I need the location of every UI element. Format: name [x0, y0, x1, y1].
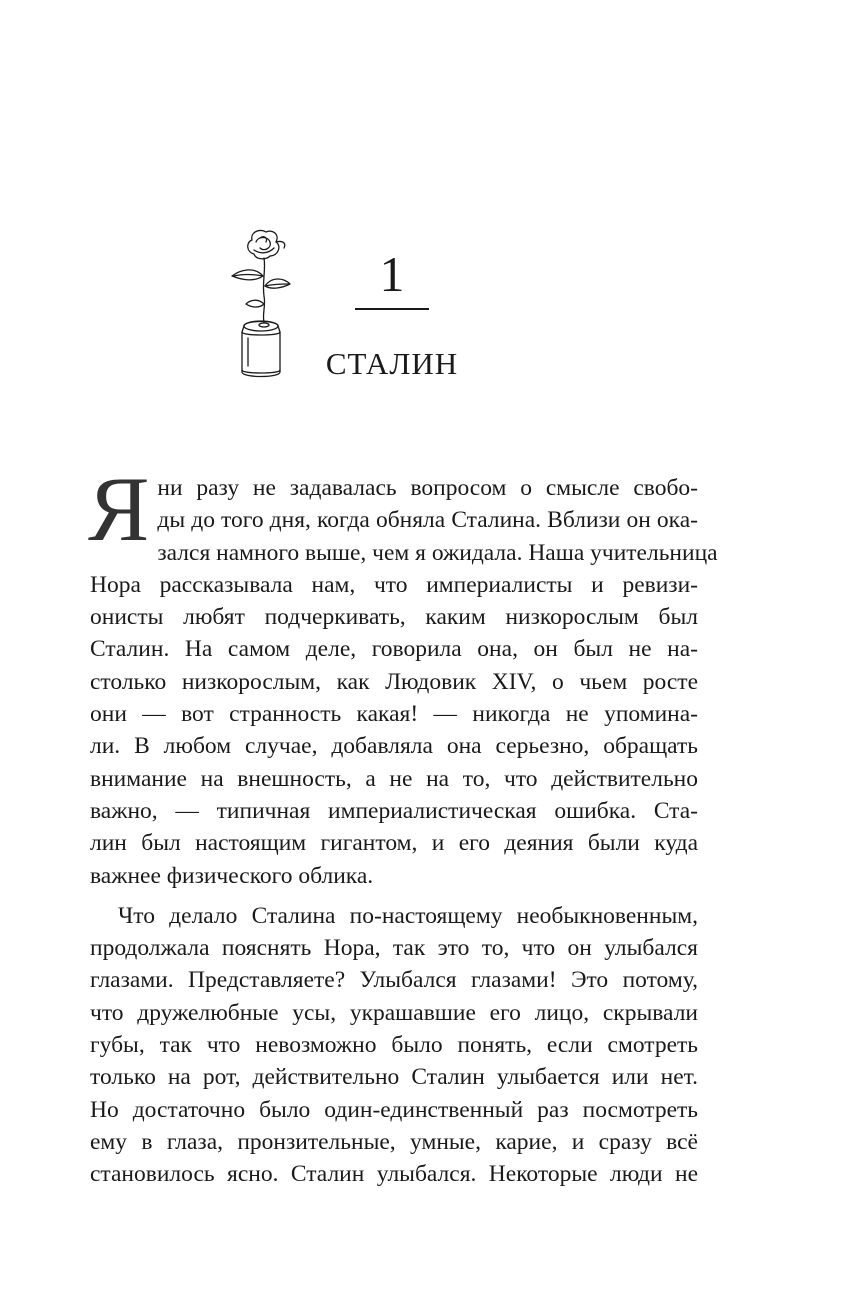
text-line: продолжала пояснять Нора, так это то, что он улыбался	[90, 935, 698, 962]
paragraph-2	[90, 900, 698, 1191]
text-line: Что делало Сталина по-настоящему необыкновенным,	[118, 902, 698, 929]
drop-cap: Я	[88, 458, 150, 560]
chapter-number: 1	[379, 246, 405, 302]
text-line: важно, — типичная империалистическая ошибка. Ста-	[90, 797, 698, 824]
text-line: становилось ясно. Сталин улыбался. Некоторые люди не	[90, 1161, 698, 1188]
chapter-heading	[0, 0, 845, 420]
chapter-body	[88, 458, 718, 1191]
paragraph-1	[88, 458, 718, 892]
text-line: губы, так что невозможно было понять, если смотреть	[90, 1032, 698, 1059]
text-line: они — вот странность какая! — никогда не упомина-	[90, 701, 698, 728]
text-line: важнее физического облика.	[90, 862, 374, 889]
text-line: глазами. Представляете? Улыбался глазами! Это потому,	[90, 967, 698, 994]
text-line: ему в глаза, пронзительные, умные, карие, и сразу всё	[90, 1128, 698, 1155]
text-line: лин был настоящим гигантом, и его деяния были куда	[90, 830, 698, 857]
chapter-title: СТАЛИН	[325, 346, 459, 381]
text-line: онисты любят подчеркивать, каким низкорослым был	[90, 604, 698, 631]
rose-in-can-icon	[226, 226, 296, 386]
text-line: только на рот, действительно Сталин улыбается или нет.	[90, 1064, 698, 1091]
text-line: внимание на внешность, а не на то, что действительно	[90, 765, 698, 792]
text-line: Но достаточно было один-единственный раз посмотреть	[90, 1096, 698, 1123]
text-line: ли. В любом случае, добавляла она серьезно, обращать	[90, 733, 698, 760]
chapter-divider	[355, 308, 429, 310]
text-line: зался намного выше, чем я ожидала. Наша учительница	[157, 539, 718, 566]
text-line: Нора рассказывала нам, что империалисты и ревизи-	[90, 571, 698, 598]
text-line: Сталин. На самом деле, говорила она, он был не на-	[90, 636, 698, 663]
text-line: столько низкорослым, как Людовик XIV, о чьем росте	[90, 668, 698, 695]
text-line: ни разу не задавалась вопросом о смысле свобо-	[157, 475, 698, 501]
text-line: что дружелюбные усы, украшавшие его лицо, скрывали	[90, 999, 698, 1026]
text-line: ды до того дня, когда обняла Сталина. Вблизи он ока-	[157, 507, 698, 534]
